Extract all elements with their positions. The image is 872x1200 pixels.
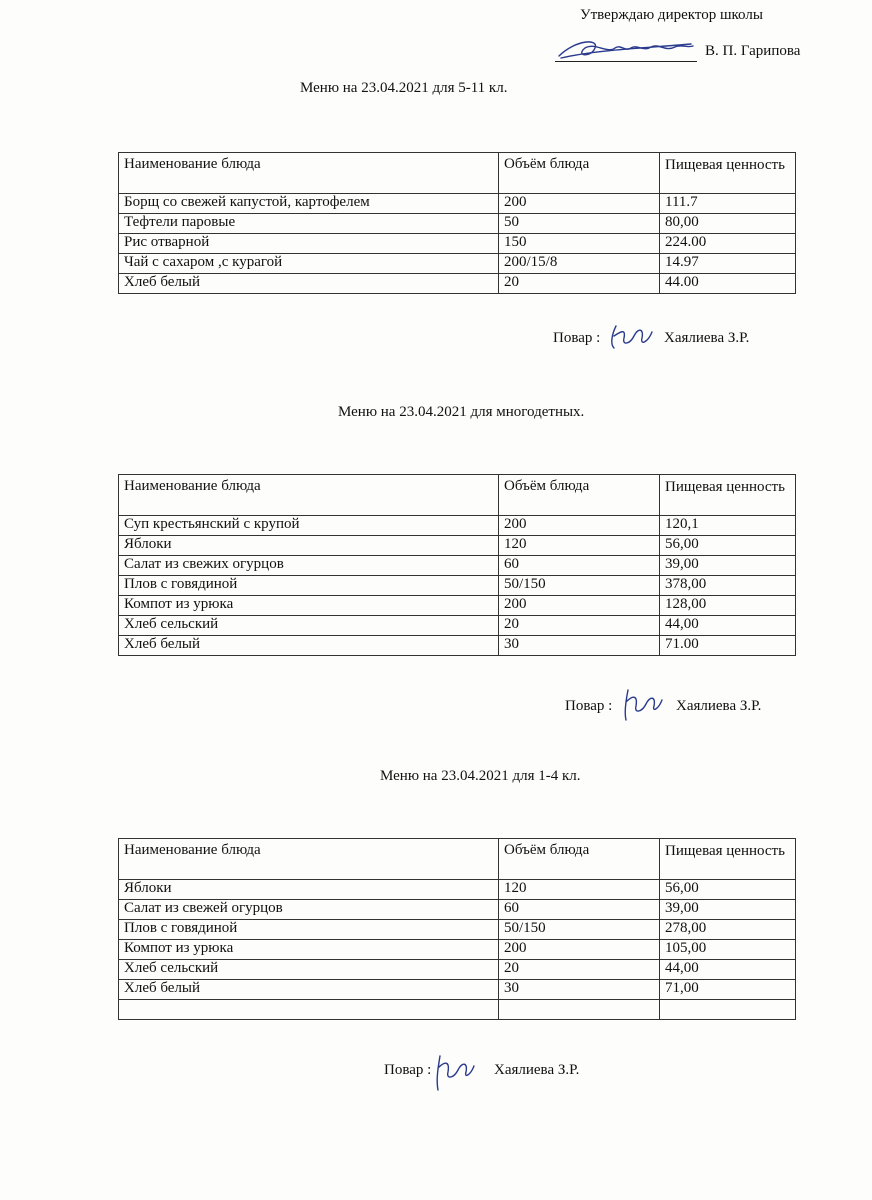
cell-dish: Салат из свежей огурцов <box>119 900 499 920</box>
cell-dish: Плов с говядиной <box>119 920 499 940</box>
header-nutrition: Пищевая ценность <box>660 839 796 880</box>
cell-dish: Плов с говядиной <box>119 576 499 596</box>
cell-dish: Компот из урюка <box>119 940 499 960</box>
cell-portion: 20 <box>499 960 660 980</box>
cell-dish: Рис отварной <box>119 234 499 254</box>
menu-table <box>118 474 796 656</box>
header-portion: Объём блюда <box>499 153 660 194</box>
cell-nutrition: 44,00 <box>660 960 796 980</box>
table-header-row <box>119 475 796 516</box>
table-row <box>119 940 796 960</box>
table-row <box>119 234 796 254</box>
table-row <box>119 1000 796 1020</box>
cell-nutrition: 44,00 <box>660 616 796 636</box>
table-row <box>119 536 796 556</box>
header-dish-name: Наименование блюда <box>119 153 499 194</box>
menu-table <box>118 838 796 1020</box>
table-row <box>119 596 796 616</box>
menu-title: Меню на 23.04.2021 для многодетных. <box>338 404 585 420</box>
table-row <box>119 980 796 1000</box>
table-row <box>119 636 796 656</box>
cook-name: Хаялиева З.Р. <box>494 1062 580 1078</box>
cell-portion: 200 <box>499 194 660 214</box>
cell-portion: 200 <box>499 596 660 616</box>
cell-portion <box>499 1000 660 1020</box>
table-row <box>119 900 796 920</box>
cell-dish: Хлеб белый <box>119 274 499 294</box>
cell-dish: Хлеб сельский <box>119 616 499 636</box>
director-name: В. П. Гарипова <box>705 43 801 59</box>
cell-nutrition: 120,1 <box>660 516 796 536</box>
cell-portion: 120 <box>499 536 660 556</box>
menu-title: Меню на 23.04.2021 для 5-11 кл. <box>300 80 508 96</box>
cell-portion: 200/15/8 <box>499 254 660 274</box>
cook-label: Повар : <box>565 698 613 714</box>
table-row <box>119 254 796 274</box>
table-row <box>119 214 796 234</box>
cell-nutrition <box>660 1000 796 1020</box>
approval-text: Утверждаю директор школы <box>580 7 763 23</box>
header-nutrition: Пищевая ценность <box>660 153 796 194</box>
header-portion: Объём блюда <box>499 839 660 880</box>
cell-portion: 50/150 <box>499 920 660 940</box>
cook-label: Повар : <box>384 1062 432 1078</box>
cell-portion: 30 <box>499 636 660 656</box>
table-row <box>119 194 796 214</box>
cell-nutrition: 56,00 <box>660 880 796 900</box>
cell-dish: Чай с сахаром ,с курагой <box>119 254 499 274</box>
cell-dish: Суп крестьянский с крупой <box>119 516 499 536</box>
cell-nutrition: 224.00 <box>660 234 796 254</box>
cell-dish: Тефтели паровые <box>119 214 499 234</box>
cell-nutrition: 71.00 <box>660 636 796 656</box>
cell-dish: Хлеб белый <box>119 980 499 1000</box>
cell-dish: Компот из урюка <box>119 596 499 616</box>
cook-signature <box>606 318 656 352</box>
cell-nutrition: 111.7 <box>660 194 796 214</box>
cell-portion: 60 <box>499 556 660 576</box>
cell-dish: Яблоки <box>119 880 499 900</box>
cell-nutrition: 44.00 <box>660 274 796 294</box>
cell-portion: 20 <box>499 274 660 294</box>
cell-nutrition: 278,00 <box>660 920 796 940</box>
table-row <box>119 960 796 980</box>
cell-dish: Яблоки <box>119 536 499 556</box>
cell-nutrition: 14.97 <box>660 254 796 274</box>
cell-nutrition: 378,00 <box>660 576 796 596</box>
cell-nutrition: 39,00 <box>660 900 796 920</box>
table-row <box>119 274 796 294</box>
header-dish-name: Наименование блюда <box>119 475 499 516</box>
table-row <box>119 920 796 940</box>
cook-name: Хаялиева З.Р. <box>676 698 762 714</box>
cell-dish: Борщ со свежей капустой, картофелем <box>119 194 499 214</box>
cell-dish: Хлеб сельский <box>119 960 499 980</box>
director-signature <box>555 34 695 64</box>
menu-table <box>118 152 796 294</box>
cell-dish: Салат из свежих огурцов <box>119 556 499 576</box>
table-row <box>119 576 796 596</box>
cook-name: Хаялиева З.Р. <box>664 330 750 346</box>
table-row <box>119 556 796 576</box>
cook-signature <box>432 1050 476 1094</box>
cell-nutrition: 71,00 <box>660 980 796 1000</box>
cell-dish: Хлеб белый <box>119 636 499 656</box>
cell-portion: 150 <box>499 234 660 254</box>
header-dish-name: Наименование блюда <box>119 839 499 880</box>
header-nutrition: Пищевая ценность <box>660 475 796 516</box>
table-header-row <box>119 153 796 194</box>
cell-portion: 120 <box>499 880 660 900</box>
cell-portion: 50 <box>499 214 660 234</box>
cell-nutrition: 56,00 <box>660 536 796 556</box>
table-row <box>119 880 796 900</box>
cell-nutrition: 128,00 <box>660 596 796 616</box>
cell-portion: 30 <box>499 980 660 1000</box>
table-header-row <box>119 839 796 880</box>
cell-portion: 20 <box>499 616 660 636</box>
table-row <box>119 616 796 636</box>
menu-title: Меню на 23.04.2021 для 1-4 кл. <box>380 768 581 784</box>
cell-nutrition: 80,00 <box>660 214 796 234</box>
cell-portion: 200 <box>499 940 660 960</box>
header-portion: Объём блюда <box>499 475 660 516</box>
cell-nutrition: 105,00 <box>660 940 796 960</box>
cell-portion: 50/150 <box>499 576 660 596</box>
cell-portion: 60 <box>499 900 660 920</box>
table-row <box>119 516 796 536</box>
cook-signature <box>620 684 664 724</box>
cell-portion: 200 <box>499 516 660 536</box>
cell-dish <box>119 1000 499 1020</box>
cook-label: Повар : <box>553 330 601 346</box>
cell-nutrition: 39,00 <box>660 556 796 576</box>
